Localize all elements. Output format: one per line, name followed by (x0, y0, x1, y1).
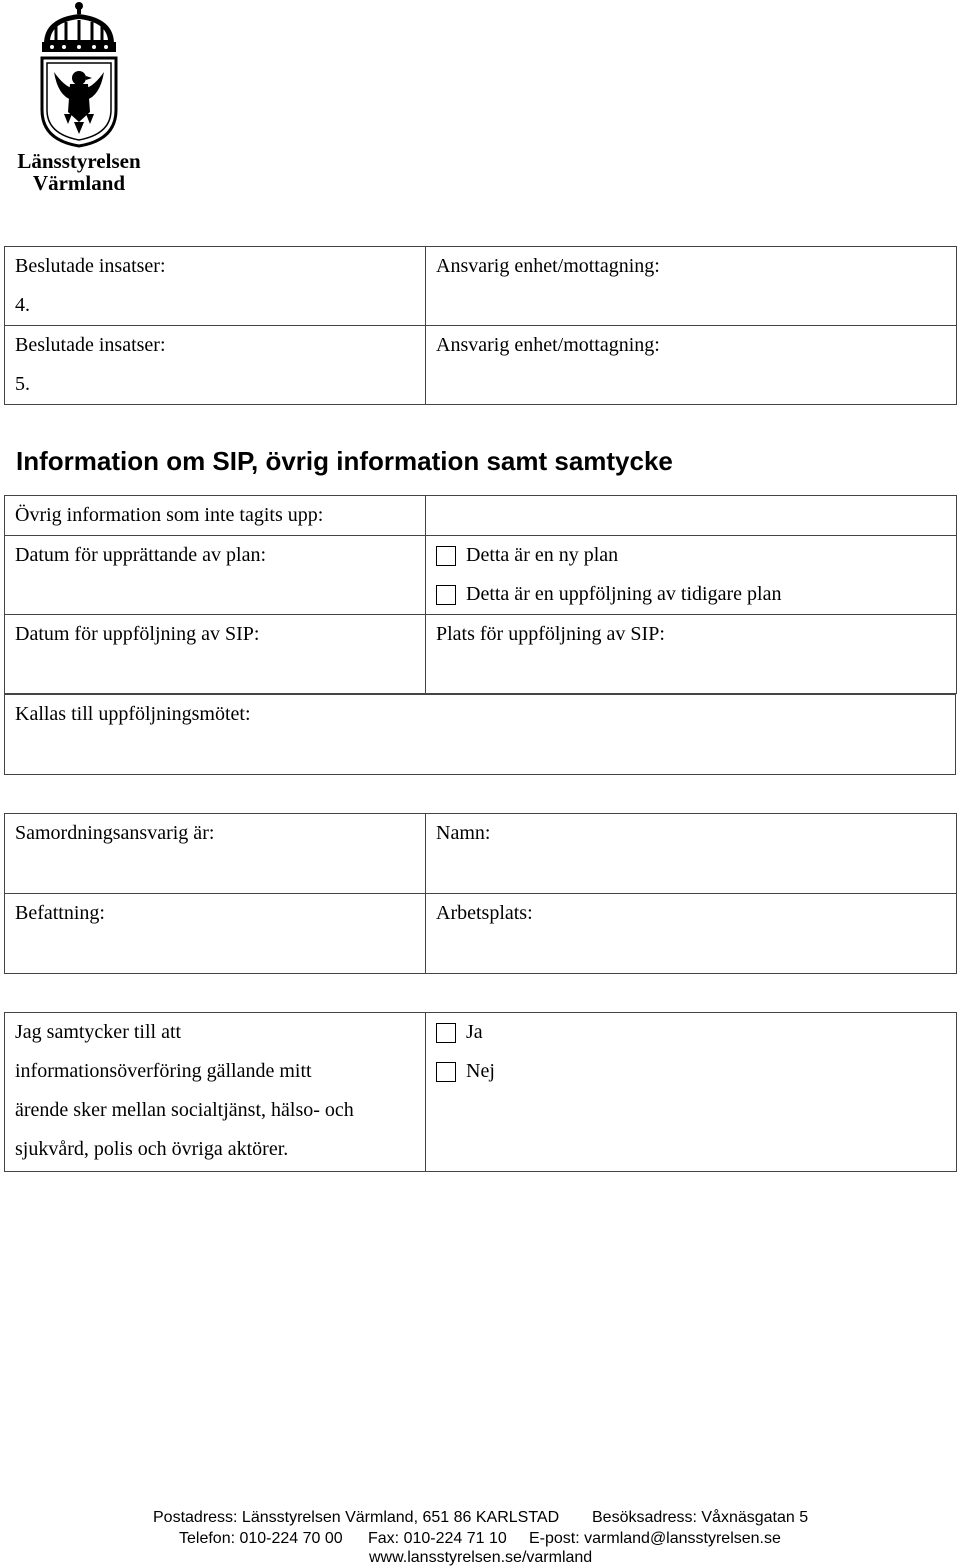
followup-plan-option[interactable] (426, 575, 956, 614)
coordinator-cell[interactable] (5, 814, 426, 894)
decided-interventions-table (4, 246, 957, 405)
responsible-unit-cell-4[interactable] (426, 247, 957, 326)
interventions-cell-5[interactable] (5, 326, 426, 405)
responsible-unit-label: Ansvarig enhet/mottagning: (436, 334, 660, 356)
footer-fax: Fax: 010-224 71 10 (368, 1530, 507, 1547)
consent-text-cell (5, 1013, 426, 1172)
interventions-number: 5. (15, 373, 30, 395)
meeting-invitees-table (4, 694, 956, 775)
coordinator-table (4, 813, 957, 974)
consent-table (4, 1012, 957, 1172)
responsible-unit-cell-5[interactable] (426, 326, 957, 405)
consent-yes-option[interactable] (426, 1013, 956, 1052)
date-followup-label: Datum för uppföljning av SIP: (15, 623, 260, 645)
new-plan-option[interactable] (426, 536, 956, 575)
date-followup-cell[interactable] (5, 615, 426, 694)
footer-phone: Telefon: 010-224 70 00 (179, 1530, 343, 1547)
called-to-meeting-cell[interactable] (5, 695, 956, 775)
interventions-cell-4[interactable] (5, 247, 426, 326)
workplace-label: Arbetsplats: (436, 902, 533, 924)
new-plan-label: Detta är en ny plan (466, 544, 619, 566)
consent-yes-label: Ja (466, 1021, 483, 1043)
logo-line-2: Värmland (32, 171, 126, 195)
footer-postal-address: Postadress: Länsstyrelsen Värmland, 651 86 KARLSTAD (153, 1509, 560, 1526)
footer-website[interactable]: www.lansstyrelsen.se/varmland (369, 1549, 593, 1566)
footer-email[interactable]: E-post: varmland@lansstyrelsen.se (529, 1530, 781, 1547)
logo-line-1: Länsstyrelsen (17, 149, 141, 173)
new-plan-checkbox[interactable] (436, 546, 456, 566)
consent-line-4: sjukvård, polis och övriga aktörer. (15, 1138, 289, 1160)
consent-no-option[interactable] (426, 1052, 956, 1091)
consent-no-checkbox[interactable] (436, 1062, 456, 1082)
place-followup-cell[interactable] (426, 615, 957, 694)
other-info-cell[interactable] (5, 496, 426, 536)
position-label: Befattning: (15, 902, 105, 924)
date-created-cell[interactable] (5, 536, 426, 615)
coordinator-label: Samordningsansvarig är: (15, 822, 215, 844)
other-info-label: Övrig information som inte tagits upp: (15, 504, 324, 526)
consent-options-cell (426, 1013, 957, 1172)
section-heading: Information om SIP, övrig information samt samtycke (16, 446, 673, 476)
consent-line-1: Jag samtycker till att (15, 1021, 182, 1043)
lansstyrelsen-logo (14, 0, 144, 195)
coat-of-arms-icon (14, 0, 144, 150)
called-to-meeting-label: Kallas till uppföljningsmötet: (15, 703, 251, 725)
plan-info-table (4, 495, 957, 694)
plan-type-cell (426, 536, 957, 615)
place-followup-label: Plats för uppföljning av SIP: (436, 623, 665, 645)
other-info-value-cell[interactable] (426, 496, 957, 536)
position-cell[interactable] (5, 894, 426, 974)
consent-line-3: ärende sker mellan socialtjänst, hälso- och (15, 1099, 354, 1121)
responsible-unit-label: Ansvarig enhet/mottagning: (436, 255, 660, 277)
workplace-cell[interactable] (426, 894, 957, 974)
consent-line-2: informationsöverföring gällande mitt (15, 1060, 312, 1082)
consent-yes-checkbox[interactable] (436, 1023, 456, 1043)
followup-plan-checkbox[interactable] (436, 585, 456, 605)
footer-visiting-address: Besöksadress: Våxnäsgatan 5 (592, 1509, 809, 1526)
name-cell[interactable] (426, 814, 957, 894)
consent-no-label: Nej (466, 1060, 495, 1082)
date-created-label: Datum för upprättande av plan: (15, 544, 267, 566)
interventions-label: Beslutade insatser: (15, 334, 166, 356)
name-label: Namn: (436, 822, 491, 844)
followup-plan-label: Detta är en uppföljning av tidigare plan (466, 583, 782, 605)
interventions-number: 4. (15, 294, 30, 316)
interventions-label: Beslutade insatser: (15, 255, 166, 277)
